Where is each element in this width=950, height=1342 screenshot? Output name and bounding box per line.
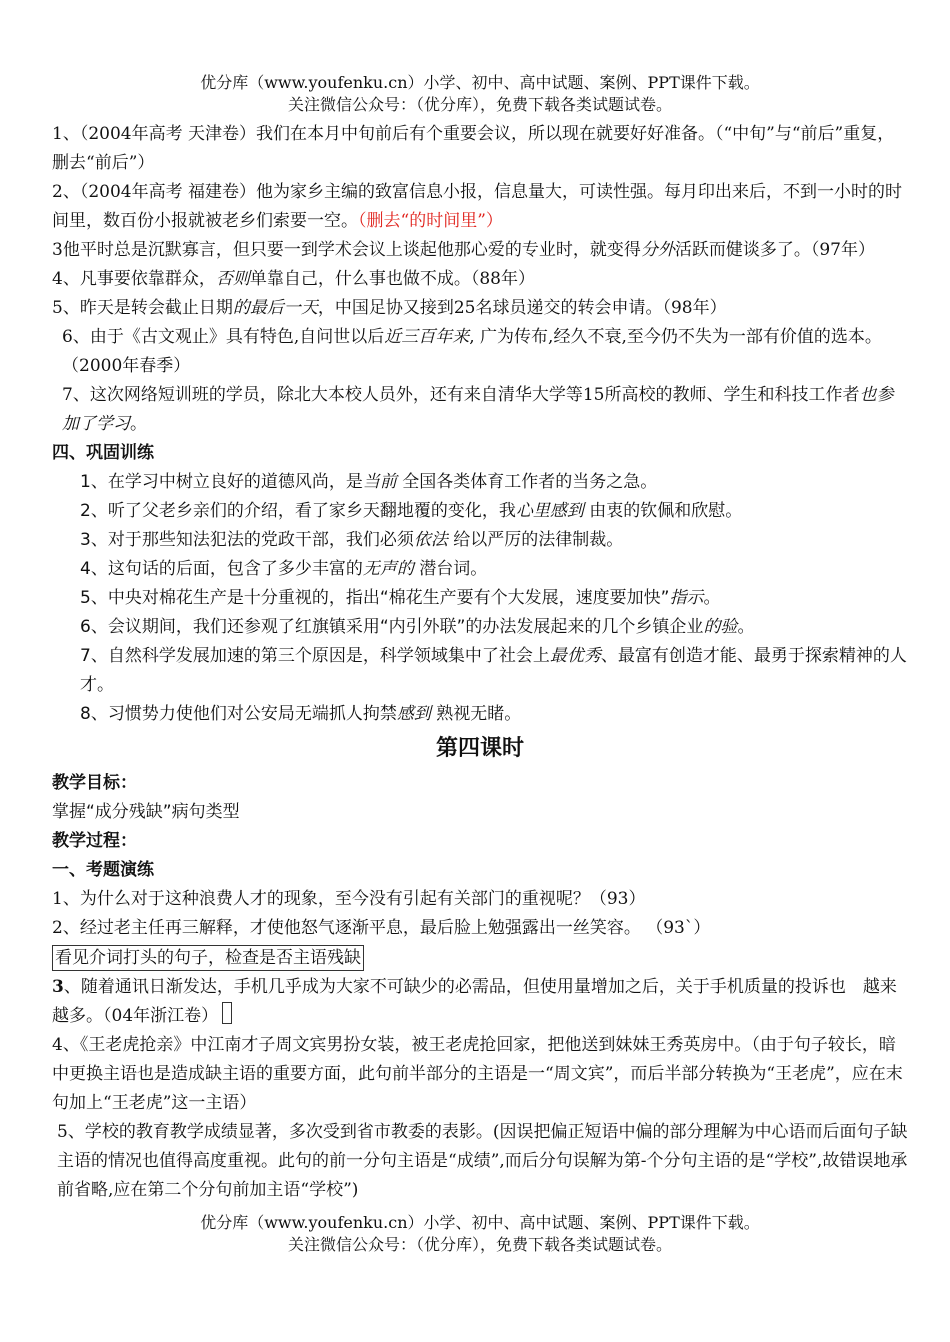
goal-label: 教学目标： xyxy=(52,773,137,793)
consolidation-item-8: 8、习惯势力使他们对公安局无端抓人拘禁感到 熟视无睹。 xyxy=(80,704,522,724)
example-2-note: （删去“的时间里”） xyxy=(358,211,503,231)
tip-box: 看见介词打头的句子，检查是否主语残缺 xyxy=(52,945,364,971)
drill-item-5: 5、学校的教育教学成绩显著，多次受到省市教委的表影。(因误把偏正短语中偏的部分理解为中心语而后面句子缺主语的情况也值得高度重视。此句的前一分句主语是“成绩”,而后分句误解为第-个分句主语的是“学校”,故错误地承前省略,应在第二个分句前加主语“学校”) xyxy=(57,1122,908,1200)
goal-text: 掌握“成分残缺”病句类型 xyxy=(52,802,240,822)
example-5: 5、昨天是转会截止日期的最后一天，中国足协又接到25名球员递交的转会申请。（98年） xyxy=(52,298,727,318)
header-line-2: 关注微信公众号：（优分库），免费下载各类试题试卷。 xyxy=(287,95,672,114)
page-footer xyxy=(52,1212,908,1256)
lesson-title: 第四课时 xyxy=(435,736,524,761)
consolidation-item-1: 1、在学习中树立良好的道德风尚，是当前 全国各类体育工作者的当务之急。 xyxy=(80,472,658,492)
example-7: 7、这次网络短训班的学员，除北大本校人员外，还有来自清华大学等15所高校的教师、学生和科技工作者也参加了学习。 xyxy=(62,385,894,434)
consolidation-item-7: 7、自然科学发展加速的第三个原因是，科学领域集中了社会上最优秀、最富有创造才能、最勇于探索精神的人才。 xyxy=(80,646,907,695)
footer-line-2: 关注微信公众号：（优分库），免费下载各类试题试卷。 xyxy=(287,1235,672,1254)
example-4: 4、凡事要依靠群众，否则单靠自己，什么事也做不成。（88年） xyxy=(52,269,535,289)
process-label: 教学过程： xyxy=(52,831,137,851)
text-cursor-box xyxy=(222,1002,232,1024)
example-3: 3他平时总是沉默寡言，但只要一到学术会议上谈起他那心爱的专业时，就变得分外活跃而健谈多了。（97年） xyxy=(52,240,875,260)
consolidation-item-2: 2、听了父老乡亲们的介绍，看了家乡天翻地覆的变化，我心里感到 由衷的钦佩和欣慰。 xyxy=(80,501,743,521)
header-line-1: 优分库（www.youfenku.cn）小学、初中、高中试题、案例、PPT课件下载。 xyxy=(200,73,760,92)
drill-item-2: 2、经过老主任再三解释，才使他怒气逐渐平息，最后脸上勉强露出一丝笑容。 （93`） xyxy=(52,918,711,938)
footer-line-1: 优分库（www.youfenku.cn）小学、初中、高中试题、案例、PPT课件下载。 xyxy=(200,1213,760,1232)
drill-item-1: 1、为什么对于这种浪费人才的现象，至今没有引起有关部门的重视呢？（93） xyxy=(52,889,646,909)
drill-item-3: 3、随着通讯日渐发达，手机几乎成为大家不可缺少的必需品，但使用量增加之后，关于手机质量的投诉也 越来越多。（04年浙江卷） xyxy=(52,977,897,1026)
example-2: 2、（2004年高考 福建卷）他为家乡主编的致富信息小报，信息量大，可读性强。每月印出来后，不到一小时的时间里，数百份小报就被老乡们索要一空。（删去“的时间里”） xyxy=(52,182,902,231)
consolidation-item-5: 5、中央对棉花生产是十分重视的，指出“棉花生产要有个大发展，速度要加快”指示。 xyxy=(80,588,721,608)
example-1: 1、（2004年高考 天津卷）我们在本月中旬前后有个重要会议，所以现在就要好好准备。（“中旬”与“前后”重复，删去“前后”） xyxy=(52,124,895,173)
document-page xyxy=(52,72,908,1254)
drill-heading: 一、考题演练 xyxy=(52,860,154,880)
consolidation-list xyxy=(52,468,908,729)
consolidation-item-3: 3、对于那些知法犯法的党政干部，我们必须依法 给以严厉的法律制裁。 xyxy=(80,530,624,550)
section-heading-consolidation: 四、巩固训练 xyxy=(52,443,154,463)
drill-item-4: 4、《王老虎抢亲》中江南才子周文宾男扮女装，被王老虎抢回家，把他送到妹妹王秀英房中。（由于句子较长，暗中更换主语也是造成缺主语的重要方面，此句前半部分的主语是一“周文宾”，而后半部分转换为“王老虎”，应在末句加上“王老虎”这一主语） xyxy=(52,1035,903,1113)
example-6: 6、由于《古文观止》具有特色,自问世以后近三百年来, 广为传布,经久不衰,至今仍不失为一部有价值的选本。（2000年春季） xyxy=(62,327,882,376)
page-header xyxy=(52,72,908,116)
consolidation-item-6: 6、会议期间，我们还参观了红旗镇采用“内引外联”的办法发展起来的几个乡镇企业的验。 xyxy=(80,617,755,637)
consolidation-item-4: 4、这句话的后面，包含了多少丰富的无声的 潜台词。 xyxy=(80,559,488,579)
